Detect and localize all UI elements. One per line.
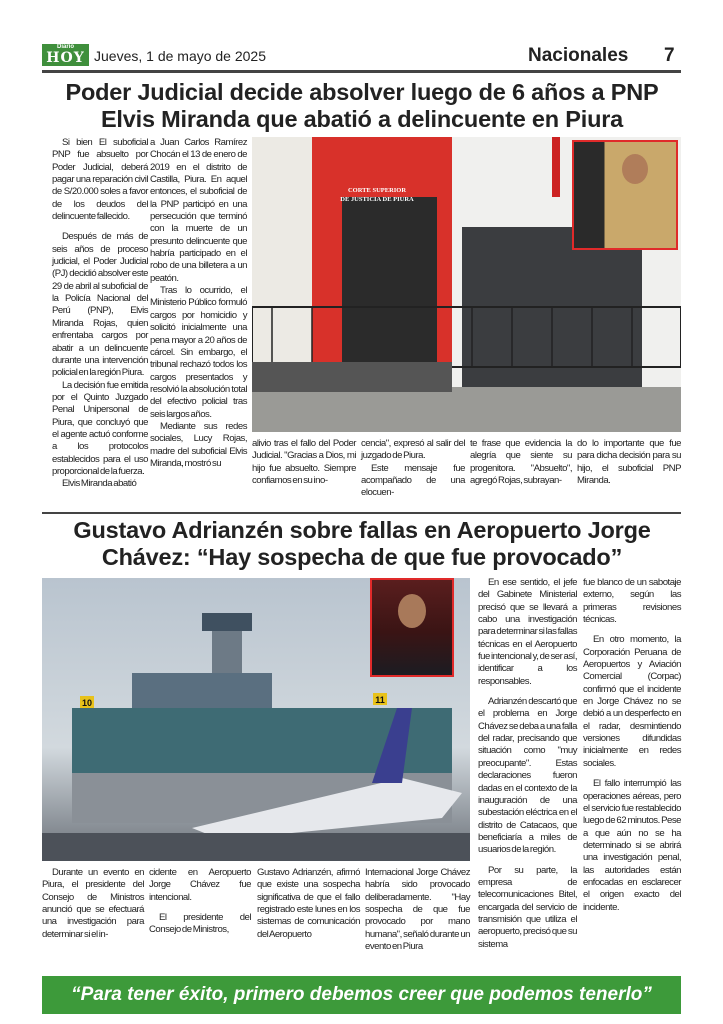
gate-label: 10: [81, 698, 93, 708]
svg-text:CORTE SUPERIOR: CORTE SUPERIOR: [347, 187, 407, 194]
minister-inset-photo: [370, 578, 454, 677]
minister-face: [398, 594, 426, 628]
article1-column-5: [470, 438, 572, 487]
article1-headline: Poder Judicial decide absolver luego de 6 años a PNP Elvis Miranda que abatió a delincuente en Piura: [65, 79, 659, 132]
article2-headline: Gustavo Adrianzén sobre fallas en Aeropuerto Jorge Chávez: “Hay sospecha de que fue provocado”: [73, 517, 651, 570]
logo-small-text: Diario: [56, 44, 74, 50]
paragraph: Internacional Jorge Chávez habría sido provocado deliberadamente. "Hay sospecha de que fue provocado por mano humana", señaló durante un evento en Piura: [365, 867, 470, 953]
airport-photo: [42, 578, 470, 861]
paragraph: Después de más de seis años de proceso judicial, el Poder Judicial (PJ) decidió absolver este 29 de abril al suboficial de la Policía Nacional del Perú (PNP), Elvis Miranda Rojas, quien enfrentaba cargos por abatir a un delincuente durante una intervención policial en la región Piura.: [52, 231, 148, 379]
article1-column-4: [361, 438, 465, 500]
paragraph: cencia", expresó al salir del juzgado de Piura.: [361, 438, 465, 462]
issue-date: Jueves, 1 de mayo de 2025: [94, 48, 267, 64]
paragraph: do lo importante que fue para dicha decisión para su hijo, el suboficial PNP Miranda.: [577, 438, 681, 487]
section-title: Nacionales: [528, 45, 629, 66]
article1-column-1: [52, 137, 148, 491]
paragraph: El fallo interrumpió las operaciones aéreas, pero el servicio fue restablecido luego de 62 minutos. Pese a que aún no se ha determinado si se abrirá una investigación penal, las autoridades están enfocadas en esclarecer el origen exacto del incidente.: [583, 778, 681, 913]
logo-big-text: HOY: [46, 50, 85, 66]
diario-hoy-logo: [42, 44, 89, 66]
article2-column-6: [583, 577, 681, 914]
paragraph: Elvis Miranda abatió: [62, 478, 137, 490]
paragraph: En otro momento, la Corporación Peruana de Aeropuertos y Aviación Comercial (Corpac) confirmó que el incidente en Jorge Chávez no se debió a un desperfecto en el radar, desmintiendo versiones difundidas inicialmente en redes sociales.: [583, 634, 681, 769]
page-number: 7: [664, 45, 675, 66]
paragraph: Adrianzén descartó que el problema en Jorge Chávez se deba a una falla del radar, precisando que situación como "muy preocupante". Estas declaraciones fueron dadas en el contexto de la inauguración de una subestación eléctrica en el distrito de Catacaos, que beneficiaría a miles de usuarios de la región.: [478, 696, 577, 856]
article1-column-2: [150, 137, 247, 470]
paragraph: alivio tras el fallo del Poder Judicial. "Gracias a Dios, mi hijo fue absuelto. Siempre confiamos en su ino-: [252, 438, 356, 487]
article1-column-3: [252, 438, 356, 487]
paragraph: Gustavo Adrianzén, afirmó que existe una sospecha significativa de que el fallo registrado este lunes en los sistemas de comunicación del Aeropuerto: [257, 867, 360, 940]
paragraph: cidente en Aeropuerto Jorge Chávez fue intencional.: [149, 867, 251, 903]
article2-column-2: [149, 867, 251, 937]
officer-face: [622, 154, 648, 184]
gate-label: 11: [375, 695, 385, 705]
article2-column-3: [257, 867, 360, 941]
paragraph: Este mensaje fue acompañado de una elocuen-: [361, 462, 465, 499]
paragraph: La decisión fue emitida por el Quinto Juzgado Penal Unipersonal de Piura, que concluyó que el agente actuó conforme a los protocolos establecidos para el uso proporcional de la fuerza.: [52, 379, 148, 477]
paragraph: En ese sentido, el jefe del Gabinete Ministerial precisó que se llevará a cabo una investigación para determinar si las fallas técnicas en el Aeropuerto fue intencional y, de ser así, identificar a los responsables.: [478, 577, 577, 687]
article2-column-5: [478, 577, 577, 951]
article1-column-6: [577, 438, 681, 487]
paragraph: Durante un evento en Piura, el presidente del Consejo de Ministros anunció que se efectuará una investigación para determinar si el in-: [42, 867, 144, 940]
paragraph: te frase que evidencia la alegría que siente su progenitora. "Absuelto", agregó Rojas, subrayan-: [470, 438, 572, 487]
paragraph: Por su parte, la empresa de telecomunicaciones Bitel, encargada del servicio de transmisión que utiliza el aeropuerto, precisó que su sistema: [478, 864, 577, 950]
article2-column-1: [42, 867, 144, 941]
paragraph: Mediante sus redes sociales, Lucy Rojas, madre del suboficial Elvis Miranda, mostró su: [150, 420, 247, 469]
officer-inset-photo: [572, 140, 678, 250]
header-rule: [42, 70, 681, 73]
paragraph: Si bien El suboficial PNP fue absuelto por Poder Judicial, deberá pagar una reparación civil de S/20.000 soles a favor de los deudos del delincuente fallecido.: [52, 137, 148, 223]
paragraph: Tras lo ocurrido, el Ministerio Público formuló cargos por homicidio y solicitó inicialmente una pena mayor a 20 años de cárcel. Sin embargo, el tribunal rechazó todos los cargos presentados y resolvió la absolución total del efectivo policial tras seis largos años.: [150, 285, 247, 420]
article2-column-4: [365, 867, 470, 953]
svg-text:DE JUSTICIA DE PIURA: DE JUSTICIA DE PIURA: [340, 196, 414, 203]
paragraph: a Juan Carlos Ramírez Chocán el 13 de enero de 2019 en el distrito de Castilla, Piura. En aquel entonces, el suboficial de la PNP participó en una persecución que terminó con la muerte de un presunto delincuente que habría participado en el robo de una billetera a un peatón.: [150, 137, 247, 284]
quote-banner: “Para tener éxito, primero debemos creer que podemos tenerlo”: [42, 976, 681, 1014]
court-building-photo: [252, 137, 681, 432]
paragraph: El presidente del Consejo de Ministros,: [149, 912, 251, 936]
article-divider: [42, 512, 681, 514]
paragraph: fue blanco de un sabotaje externo, según las primeras revisiones técnicas.: [583, 577, 681, 626]
